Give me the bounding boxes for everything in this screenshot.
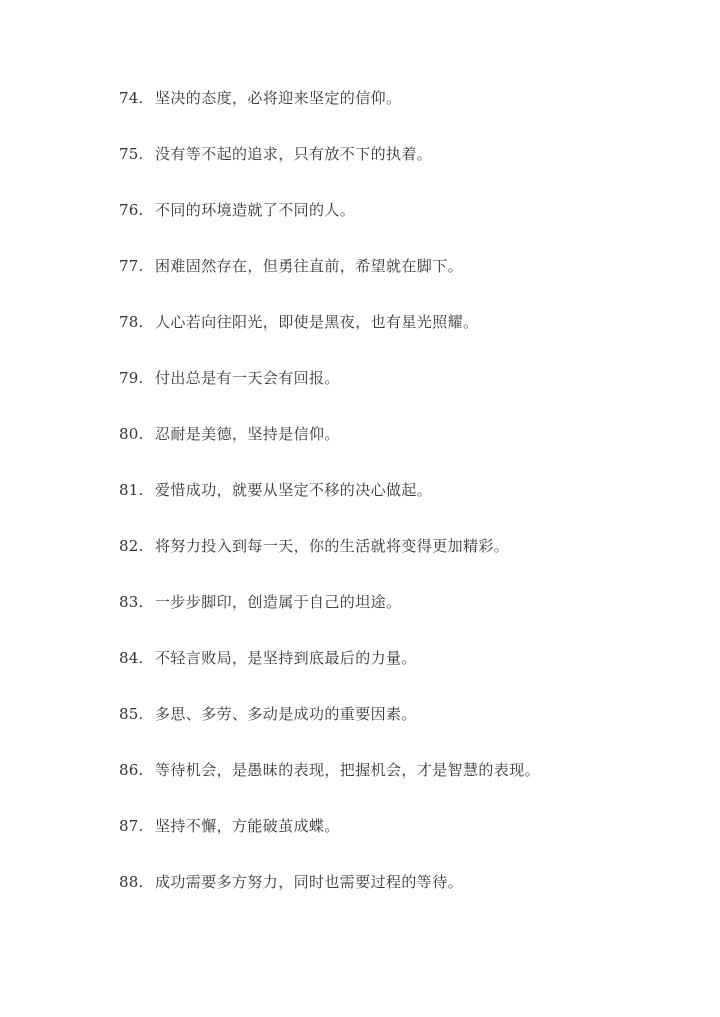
list-item [119,646,709,702]
list-item [119,870,709,926]
item-text: 困难固然存在，但勇往直前，希望就在脚下。 [155,257,464,275]
list-item [119,254,709,310]
item-number: 82. [119,537,144,555]
item-text: 付出总是有一天会有回报。 [155,369,340,387]
item-number: 74. [119,89,144,107]
item-text: 忍耐是美德，坚持是信仰。 [155,425,340,443]
item-text: 坚持不懈，方能破茧成蝶。 [155,817,340,835]
item-number: 76. [119,201,144,219]
list-item [119,422,709,478]
item-number: 77. [119,257,144,275]
item-text: 不同的环境造就了不同的人。 [155,201,356,219]
item-number: 85. [119,705,144,723]
item-number: 88. [119,873,144,891]
item-number: 81. [119,481,144,499]
quote-list [119,86,709,926]
list-item [119,814,709,870]
list-item [119,702,709,758]
list-item [119,198,709,254]
item-number: 78. [119,313,144,331]
list-item [119,534,709,590]
list-item [119,758,709,814]
item-text: 爱惜成功，就要从坚定不移的决心做起。 [155,481,433,499]
item-text: 成功需要多方努力，同时也需要过程的等待。 [155,873,464,891]
item-number: 87. [119,817,144,835]
item-number: 79. [119,369,144,387]
list-item [119,478,709,534]
item-text: 人心若向往阳光，即使是黑夜，也有星光照耀。 [155,313,479,331]
list-item [119,310,709,366]
item-number: 86. [119,761,144,779]
item-text: 多思、多劳、多动是成功的重要因素。 [155,705,417,723]
item-text: 不轻言败局，是坚持到底最后的力量。 [155,649,417,667]
item-text: 将努力投入到每一天，你的生活就将变得更加精彩。 [155,537,510,555]
item-text: 坚决的态度，必将迎来坚定的信仰。 [155,89,402,107]
list-item [119,86,709,142]
item-number: 84. [119,649,144,667]
list-item [119,366,709,422]
item-number: 83. [119,593,144,611]
item-number: 75. [119,145,144,163]
item-text: 没有等不起的追求，只有放不下的执着。 [155,145,433,163]
item-text: 一步步脚印，创造属于自己的坦途。 [155,593,402,611]
item-text: 等待机会，是愚昧的表现，把握机会，才是智慧的表现。 [155,761,541,779]
list-item [119,142,709,198]
list-item [119,590,709,646]
item-number: 80. [119,425,144,443]
